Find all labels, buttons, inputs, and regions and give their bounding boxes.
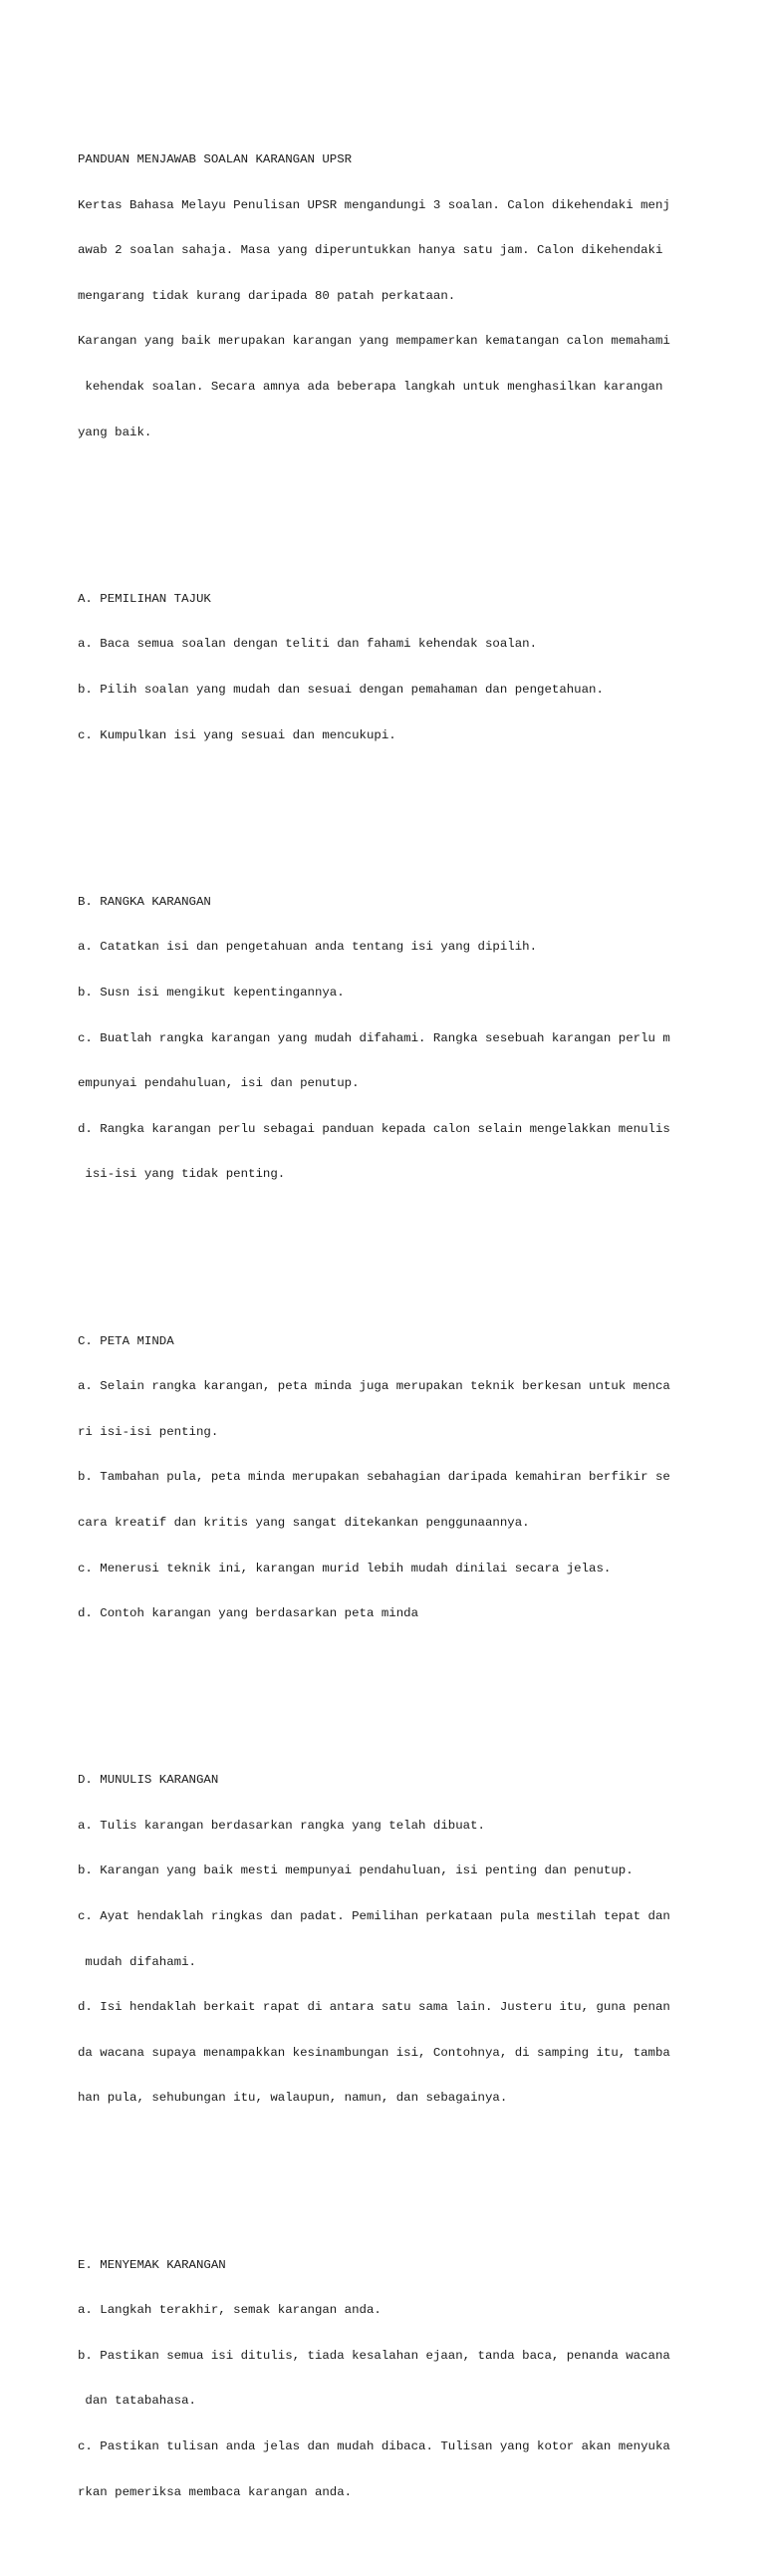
section-heading: A. PEMILIHAN TAJUK (78, 591, 211, 606)
blank-line (78, 1682, 715, 1697)
text-line: isi-isi yang tidak penting. (78, 1167, 286, 1182)
text-line: c. Menerusi teknik ini, karangan murid lebih mudah dinilai secara jelas. (78, 1561, 612, 1575)
document-body (78, 77, 715, 2576)
blank-line (78, 1243, 715, 1258)
text-line: Karangan yang baik merupakan karangan yang mempamerkan kematangan calon memahami (78, 334, 670, 349)
text-line: yang baik. (78, 425, 152, 439)
text-line: a. Catatkan isi dan pengetahuan anda tentang isi yang dipilih. (78, 940, 538, 955)
text-line: b. Karangan yang baik mesti mempunyai pendahuluan, isi penting dan penutup. (78, 1863, 634, 1878)
text-line: d. Rangka karangan perlu sebagai panduan kepada calon selain mengelakkan menulis (78, 1121, 670, 1136)
text-line: mudah difahami. (78, 1954, 196, 1969)
text-line: empunyai pendahuluan, isi dan penutup. (78, 1076, 360, 1091)
intro-block (78, 123, 715, 471)
text-line: a. Selain rangka karangan, peta minda juga merupakan teknik berkesan untuk menca (78, 1379, 670, 1394)
text-line: c. Ayat hendaklah ringkas dan padat. Pemilihan perkataan pula mestilah tepat dan (78, 1909, 670, 1924)
text-line: mengarang tidak kurang daripada 80 patah perkataan. (78, 288, 456, 303)
section-heading: C. PETA MINDA (78, 1333, 174, 1348)
text-line: b. Pilih soalan yang mudah dan sesuai dengan pemahaman dan pengetahuan. (78, 682, 604, 697)
document-title: PANDUAN MENJAWAB SOALAN KARANGAN UPSR (78, 152, 353, 167)
text-line: dan tatabahasa. (78, 2394, 196, 2409)
text-line: d. Contoh karangan yang berdasarkan peta minda (78, 1606, 419, 1621)
text-line: Kertas Bahasa Melayu Penulisan UPSR mengandungi 3 soalan. Calon dikehendaki menj (78, 197, 670, 212)
section-heading: B. RANGKA KARANGAN (78, 894, 211, 909)
section-heading: D. MUNULIS KARANGAN (78, 1773, 219, 1788)
text-line: c. Kumpulkan isi yang sesuai dan mencukupi. (78, 727, 396, 742)
text-line: a. Tulis karangan berdasarkan rangka yang telah dibuat. (78, 1818, 485, 1833)
text-line: cara kreatif dan kritis yang sangat ditekankan penggunaannya. (78, 1515, 530, 1530)
text-line: han pula, sehubungan itu, walaupun, namun, dan sebagainya. (78, 2091, 508, 2106)
text-line: b. Susn isi mengikut kepentingannya. (78, 985, 345, 1000)
section-b (78, 864, 715, 1213)
blank-line (78, 2166, 715, 2181)
text-line: kehendak soalan. Secara amnya ada beberapa langkah untuk menghasilkan karangan (78, 379, 663, 394)
text-line: rkan pemeriksa membaca karangan anda. (78, 2484, 353, 2499)
section-c (78, 1303, 715, 1652)
section-a (78, 561, 715, 773)
text-line: awab 2 soalan sahaja. Masa yang diperuntukkan hanya satu jam. Calon dikehendaki (78, 243, 663, 258)
blank-line (78, 804, 715, 819)
text-line: c. Buatlah rangka karangan yang mudah difahami. Rangka sesebuah karangan perlu m (78, 1030, 670, 1045)
text-line: b. Pastikan semua isi ditulis, tiada kesalahan ejaan, tanda baca, penanda wacana (78, 2348, 670, 2363)
text-line: b. Tambahan pula, peta minda merupakan sebahagian daripada kemahiran berfikir se (78, 1470, 670, 1485)
section-e (78, 2227, 715, 2530)
text-line: da wacana supaya menampakkan kesinambungan isi, Contohnya, di samping itu, tamba (78, 2045, 670, 2060)
blank-line (78, 501, 715, 516)
text-line: d. Isi hendaklah berkait rapat di antara satu sama lain. Justeru itu, guna penan (78, 2000, 670, 2015)
section-d (78, 1743, 715, 2137)
text-line: ri isi-isi penting. (78, 1424, 219, 1439)
text-line: a. Baca semua soalan dengan teliti dan fahami kehendak soalan. (78, 637, 538, 652)
text-line: a. Langkah terakhir, semak karangan anda. (78, 2303, 382, 2318)
text-line: c. Pastikan tulisan anda jelas dan mudah dibaca. Tulisan yang kotor akan menyuka (78, 2439, 670, 2454)
section-heading: E. MENYEMAK KARANGAN (78, 2257, 226, 2272)
